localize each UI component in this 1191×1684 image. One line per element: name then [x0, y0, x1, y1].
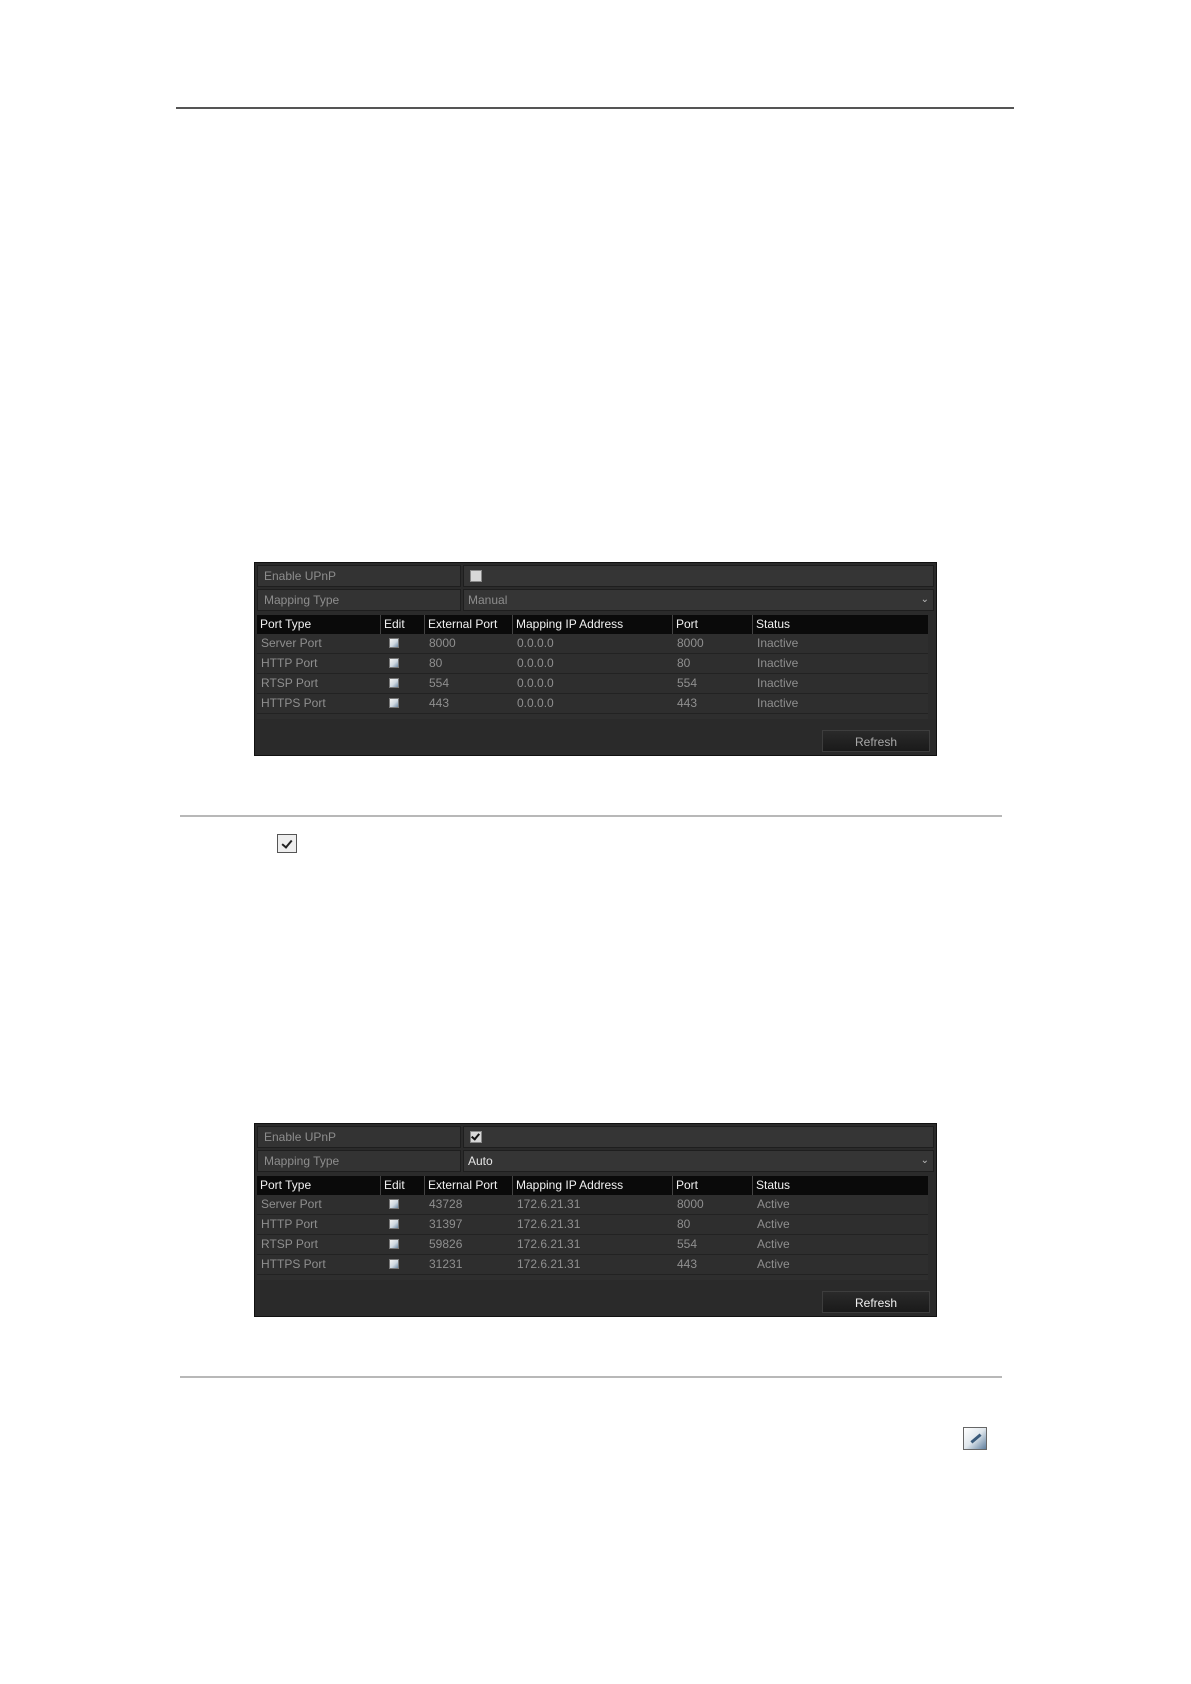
status-cell: Active	[757, 1197, 790, 1211]
external-port-cell: 8000	[429, 636, 456, 650]
edit-icon[interactable]	[389, 698, 399, 708]
section-divider	[180, 815, 1002, 817]
port-type-cell: HTTP Port	[261, 1217, 318, 1231]
port-type-cell: RTSP Port	[261, 676, 318, 690]
mapping-ip-cell: 172.6.21.31	[517, 1237, 581, 1251]
external-port-cell: 554	[429, 676, 450, 690]
port-type-cell: Server Port	[261, 636, 322, 650]
port-mapping-table	[257, 615, 928, 724]
table-row[interactable]	[257, 634, 928, 654]
external-port-cell: 31231	[429, 1257, 463, 1271]
mapping-ip-cell: 0.0.0.0	[517, 636, 554, 650]
edit-cell	[381, 1195, 425, 1214]
port-cell: 80	[677, 656, 691, 670]
external-port-cell: 43728	[429, 1197, 463, 1211]
port-cell: 443	[677, 696, 698, 710]
edit-cell	[381, 694, 425, 713]
mapping-ip-cell: 172.6.21.31	[517, 1257, 581, 1271]
status-cell: Inactive	[757, 676, 799, 690]
column-header-port[interactable]: Port	[673, 615, 753, 634]
external-port-cell: 80	[429, 656, 443, 670]
edit-icon	[963, 1427, 987, 1450]
edit-icon[interactable]	[389, 1219, 399, 1229]
column-header-edit[interactable]: Edit	[381, 615, 425, 634]
table-header	[257, 1176, 928, 1195]
panel-footer	[255, 1280, 936, 1316]
column-header-external-port[interactable]: External Port	[425, 615, 513, 634]
port-cell: 554	[677, 676, 698, 690]
edit-cell	[381, 1255, 425, 1274]
chevron-down-icon: ⌄	[920, 1155, 929, 1166]
table-row[interactable]	[257, 694, 928, 714]
enable-upnp-checkbox[interactable]	[470, 1131, 482, 1143]
external-port-cell: 31397	[429, 1217, 463, 1231]
mapping-type-row	[257, 589, 934, 611]
port-type-cell: Server Port	[261, 1197, 322, 1211]
port-type-cell: HTTPS Port	[261, 1257, 326, 1271]
status-cell: Active	[757, 1237, 790, 1251]
checkbox-checked-icon	[277, 834, 297, 853]
port-cell: 443	[677, 1257, 698, 1271]
enable-upnp-label: Enable UPnP	[257, 1126, 461, 1148]
enable-upnp-row	[257, 565, 934, 587]
enable-upnp-label: Enable UPnP	[257, 565, 461, 587]
page-header-rule	[176, 107, 1014, 109]
port-type-cell: HTTP Port	[261, 656, 318, 670]
port-mapping-table	[257, 1176, 928, 1285]
mapping-ip-cell: 0.0.0.0	[517, 656, 554, 670]
table-header	[257, 615, 928, 634]
refresh-button[interactable]: Refresh	[822, 1291, 930, 1313]
status-cell: Inactive	[757, 656, 799, 670]
enable-upnp-value	[463, 565, 934, 587]
edit-icon[interactable]	[389, 678, 399, 688]
status-cell: Inactive	[757, 696, 799, 710]
mapping-type-value: Auto	[468, 1154, 493, 1168]
port-cell: 80	[677, 1217, 691, 1231]
mapping-ip-cell: 0.0.0.0	[517, 696, 554, 710]
refresh-button[interactable]: Refresh	[822, 730, 930, 752]
edit-icon[interactable]	[389, 1239, 399, 1249]
status-cell: Active	[757, 1217, 790, 1231]
table-row[interactable]	[257, 1235, 928, 1255]
edit-icon[interactable]	[389, 638, 399, 648]
external-port-cell: 59826	[429, 1237, 463, 1251]
mapping-type-row	[257, 1150, 934, 1172]
mapping-type-select[interactable]	[463, 589, 934, 611]
edit-cell	[381, 654, 425, 673]
edit-icon[interactable]	[389, 1199, 399, 1209]
column-header-mapping-ip[interactable]: Mapping IP Address	[513, 1176, 673, 1195]
column-header-external-port[interactable]: External Port	[425, 1176, 513, 1195]
table-row[interactable]	[257, 1195, 928, 1215]
port-cell: 8000	[677, 1197, 704, 1211]
port-type-cell: HTTPS Port	[261, 696, 326, 710]
mapping-type-value: Manual	[468, 593, 508, 607]
table-row[interactable]	[257, 674, 928, 694]
status-cell: Inactive	[757, 636, 799, 650]
table-row[interactable]	[257, 1215, 928, 1235]
port-type-cell: RTSP Port	[261, 1237, 318, 1251]
mapping-type-label: Mapping Type	[257, 1150, 461, 1172]
edit-icon[interactable]	[389, 1259, 399, 1269]
mapping-ip-cell: 0.0.0.0	[517, 676, 554, 690]
status-cell: Active	[757, 1257, 790, 1271]
section-divider	[180, 1376, 1002, 1378]
column-header-mapping-ip[interactable]: Mapping IP Address	[513, 615, 673, 634]
column-header-port[interactable]: Port	[673, 1176, 753, 1195]
mapping-ip-cell: 172.6.21.31	[517, 1197, 581, 1211]
edit-cell	[381, 674, 425, 693]
enable-upnp-row	[257, 1126, 934, 1148]
edit-icon[interactable]	[389, 658, 399, 668]
chevron-down-icon: ⌄	[920, 594, 929, 605]
column-header-edit[interactable]: Edit	[381, 1176, 425, 1195]
mapping-ip-cell: 172.6.21.31	[517, 1217, 581, 1231]
table-row[interactable]	[257, 1255, 928, 1275]
enable-upnp-value	[463, 1126, 934, 1148]
external-port-cell: 443	[429, 696, 450, 710]
column-header-status[interactable]: Status	[756, 1178, 791, 1192]
mapping-type-select[interactable]	[463, 1150, 934, 1172]
upnp-panel-auto	[254, 1123, 937, 1317]
column-header-status[interactable]: Status	[756, 617, 791, 631]
panel-footer	[255, 719, 936, 755]
port-cell: 8000	[677, 636, 704, 650]
column-header-port-type[interactable]: Port Type	[257, 615, 381, 634]
column-header-port-type[interactable]: Port Type	[257, 1176, 381, 1195]
edit-cell	[381, 1235, 425, 1254]
port-cell: 554	[677, 1237, 698, 1251]
enable-upnp-checkbox[interactable]	[470, 570, 482, 582]
mapping-type-label: Mapping Type	[257, 589, 461, 611]
edit-cell	[381, 634, 425, 653]
table-row[interactable]	[257, 654, 928, 674]
edit-cell	[381, 1215, 425, 1234]
upnp-panel-manual	[254, 562, 937, 756]
